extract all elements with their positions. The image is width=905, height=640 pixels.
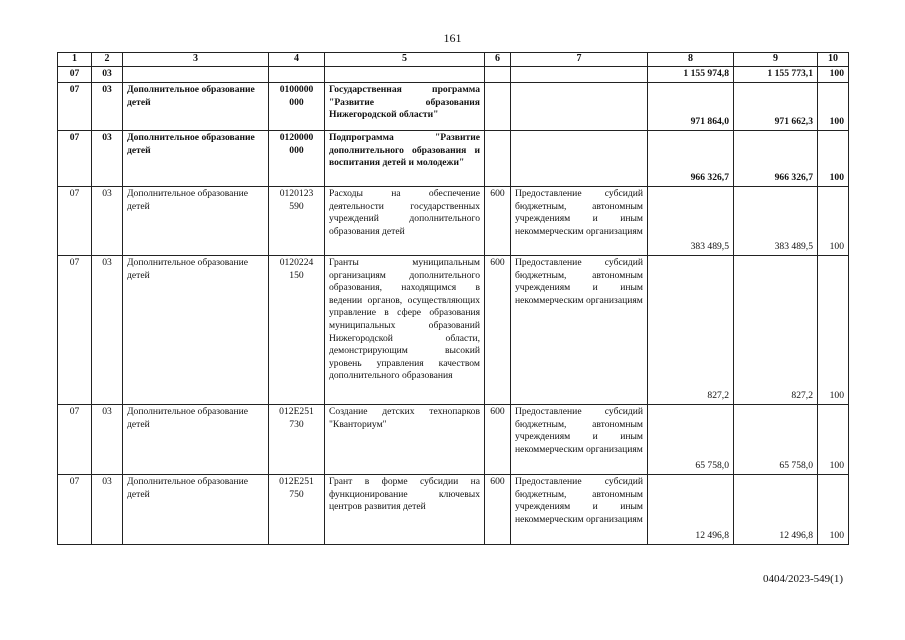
header-cell: 7 <box>511 53 648 67</box>
section-name-cell: Дополнительное образование детей <box>123 405 269 475</box>
section-name-cell: Дополнительное образование детей <box>123 187 269 256</box>
expense-type-name-cell: Предоставление субсидий бюджетным, автономным учреждениям и иным некоммерческим организациям <box>511 405 648 475</box>
section-code-cell: 07 <box>58 405 92 475</box>
article-name-cell: Государственная программа "Развитие образования Нижегородской области" <box>325 83 485 131</box>
target-article-cell: 0120123 590 <box>269 187 325 256</box>
executed-amount-cell: 383 489,5 <box>734 187 818 256</box>
section-name-cell: Дополнительное образование детей <box>123 131 269 187</box>
target-article-cell: 012E251 730 <box>269 405 325 475</box>
subsection-code-cell: 03 <box>92 131 123 187</box>
header-cell: 5 <box>325 53 485 67</box>
subsection-code-cell: 03 <box>92 475 123 545</box>
article-name-cell: Расходы на обеспечение деятельности государственных учреждений дополнительного образования детей <box>325 187 485 256</box>
header-cell: 2 <box>92 53 123 67</box>
target-article-cell <box>269 67 325 83</box>
percent-cell: 100 <box>818 187 849 256</box>
header-cell: 10 <box>818 53 849 67</box>
header-cell: 8 <box>648 53 734 67</box>
subsection-code-cell: 03 <box>92 67 123 83</box>
table-row <box>58 67 849 83</box>
article-name-cell: Гранты муниципальным организациям дополнительного образования, находящимся в ведении органов, осуществляющих управление в сфере образования муниципальных образований Нижегородской области, демонстрирующим высокий уровень управления качеством дополнительного образования <box>325 256 485 405</box>
section-code-cell: 07 <box>58 67 92 83</box>
expense-type-name-cell: Предоставление субсидий бюджетным, автономным учреждениям и иным некоммерческим организациям <box>511 256 648 405</box>
table-row <box>58 187 849 256</box>
article-name-cell: Подпрограмма "Развитие дополнительного образования и воспитания детей и молодежи" <box>325 131 485 187</box>
planned-amount-cell: 966 326,7 <box>648 131 734 187</box>
table-row <box>58 475 849 545</box>
section-name-cell: Дополнительное образование детей <box>123 83 269 131</box>
percent-cell: 100 <box>818 83 849 131</box>
section-name-cell <box>123 67 269 83</box>
table-row <box>58 83 849 131</box>
expense-type-name-cell <box>511 83 648 131</box>
article-name-cell: Создание детских технопарков "Кванториум" <box>325 405 485 475</box>
subsection-code-cell: 03 <box>92 405 123 475</box>
header-cell: 6 <box>485 53 511 67</box>
header-cell: 1 <box>58 53 92 67</box>
expense-type-cell <box>485 83 511 131</box>
expense-type-cell <box>485 67 511 83</box>
expense-type-name-cell: Предоставление субсидий бюджетным, автономным учреждениям и иным некоммерческим организациям <box>511 187 648 256</box>
expense-type-name-cell <box>511 67 648 83</box>
planned-amount-cell: 65 758,0 <box>648 405 734 475</box>
planned-amount-cell: 383 489,5 <box>648 187 734 256</box>
planned-amount-cell: 1 155 974,8 <box>648 67 734 83</box>
header-row <box>58 53 849 67</box>
target-article-cell: 0100000 000 <box>269 83 325 131</box>
article-name-cell: Грант в форме субсидии на функционирование ключевых центров развития детей <box>325 475 485 545</box>
expense-type-cell: 600 <box>485 405 511 475</box>
header-cell: 3 <box>123 53 269 67</box>
section-code-cell: 07 <box>58 187 92 256</box>
executed-amount-cell: 827,2 <box>734 256 818 405</box>
percent-cell: 100 <box>818 405 849 475</box>
expense-type-cell <box>485 131 511 187</box>
section-name-cell: Дополнительное образование детей <box>123 256 269 405</box>
subsection-code-cell: 03 <box>92 256 123 405</box>
table-row <box>58 405 849 475</box>
page-number: 161 <box>443 31 462 45</box>
header-cell: 9 <box>734 53 818 67</box>
table-row <box>58 131 849 187</box>
article-name-cell <box>325 67 485 83</box>
planned-amount-cell: 12 496,8 <box>648 475 734 545</box>
section-code-cell: 07 <box>58 475 92 545</box>
section-code-cell: 07 <box>58 83 92 131</box>
expense-type-cell: 600 <box>485 187 511 256</box>
percent-cell: 100 <box>818 256 849 405</box>
executed-amount-cell: 12 496,8 <box>734 475 818 545</box>
executed-amount-cell: 65 758,0 <box>734 405 818 475</box>
document-code: 0404/2023-549(1) <box>762 573 843 585</box>
budget-table <box>57 52 849 545</box>
section-name-cell: Дополнительное образование детей <box>123 475 269 545</box>
expense-type-name-cell <box>511 131 648 187</box>
percent-cell: 100 <box>818 67 849 83</box>
table-row <box>58 256 849 405</box>
percent-cell: 100 <box>818 475 849 545</box>
header-cell: 4 <box>269 53 325 67</box>
subsection-code-cell: 03 <box>92 187 123 256</box>
target-article-cell: 012E251 750 <box>269 475 325 545</box>
planned-amount-cell: 971 864,0 <box>648 83 734 131</box>
section-code-cell: 07 <box>58 131 92 187</box>
executed-amount-cell: 966 326,7 <box>734 131 818 187</box>
expense-type-cell: 600 <box>485 256 511 405</box>
target-article-cell: 0120000 000 <box>269 131 325 187</box>
percent-cell: 100 <box>818 131 849 187</box>
section-code-cell: 07 <box>58 256 92 405</box>
executed-amount-cell: 971 662,3 <box>734 83 818 131</box>
executed-amount-cell: 1 155 773,1 <box>734 67 818 83</box>
expense-type-name-cell: Предоставление субсидий бюджетным, автономным учреждениям и иным некоммерческим организациям <box>511 475 648 545</box>
planned-amount-cell: 827,2 <box>648 256 734 405</box>
target-article-cell: 0120224 150 <box>269 256 325 405</box>
expense-type-cell: 600 <box>485 475 511 545</box>
subsection-code-cell: 03 <box>92 83 123 131</box>
